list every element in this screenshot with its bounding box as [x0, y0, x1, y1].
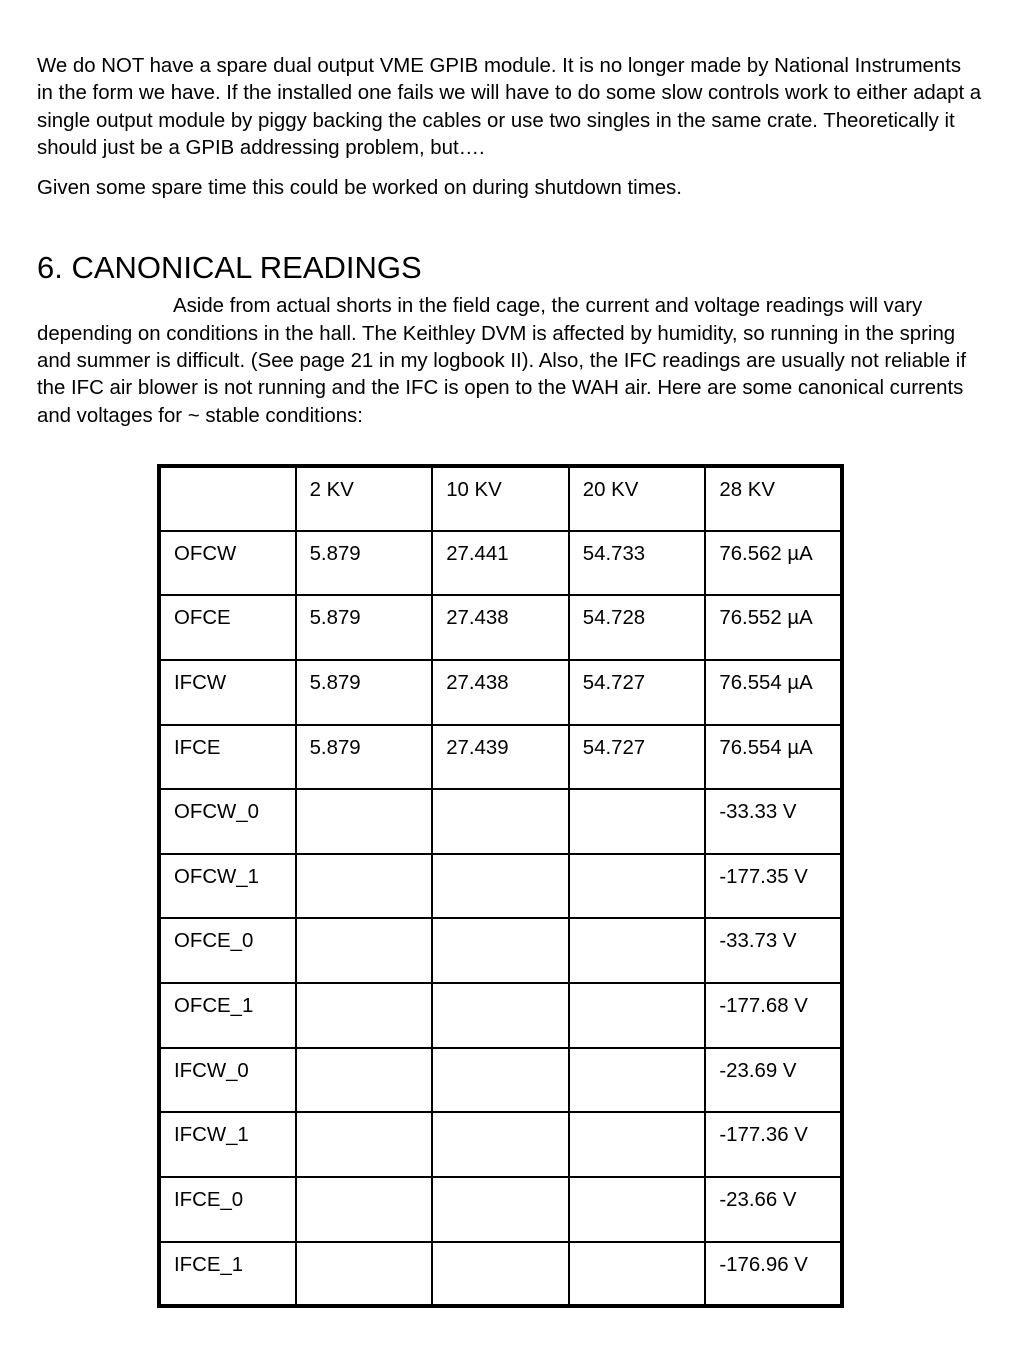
table-cell	[569, 854, 706, 919]
table-cell: -177.36 V	[705, 1112, 842, 1177]
table-row	[159, 983, 842, 1048]
row-label-cell: OFCE	[159, 595, 296, 660]
table-cell	[569, 1177, 706, 1242]
section-heading: 6. CANONICAL READINGS	[37, 250, 422, 286]
spare-time-paragraph: Given some spare time this could be worked on during shutdown times.	[37, 177, 682, 200]
table-cell	[432, 854, 569, 919]
table-cell: -33.73 V	[705, 918, 842, 983]
table-cell	[569, 1112, 706, 1177]
row-label-cell: OFCE_0	[159, 918, 296, 983]
table-row	[159, 789, 842, 854]
column-header-cell: 28 KV	[705, 466, 842, 531]
table-cell: 76.552 µA	[705, 595, 842, 660]
document-page	[37, 53, 982, 430]
table-cell	[432, 1112, 569, 1177]
section-body-paragraph: Aside from actual shorts in the field cage, the current and voltage readings will vary depending on conditions in the hall. The Keithley DVM is affected by humidity, so running in the spring and summer is difficult. (See page 21 in my logbook II). Also, the IFC readings are usually not reliable if the IFC air blower is not running and the IFC is open to the WAH air. Here are some canonical currents and voltages for ~ stable conditions:	[37, 295, 966, 427]
table-cell	[432, 983, 569, 1048]
table-row	[159, 918, 842, 983]
table-cell: -176.96 V	[705, 1242, 842, 1307]
table-cell: -23.66 V	[705, 1177, 842, 1242]
table-cell: 5.879	[296, 595, 433, 660]
row-label-cell: OFCE_1	[159, 983, 296, 1048]
table-cell: -177.68 V	[705, 983, 842, 1048]
table-cell	[569, 789, 706, 854]
table-cell: 54.728	[569, 595, 706, 660]
row-label-cell: IFCE_0	[159, 1177, 296, 1242]
readings-table-container	[157, 464, 844, 1308]
row-label-cell: IFCW_0	[159, 1048, 296, 1113]
row-label-cell: IFCE_1	[159, 1242, 296, 1307]
table-cell	[296, 854, 433, 919]
table-row	[159, 1177, 842, 1242]
table-cell: 27.438	[432, 595, 569, 660]
table-cell	[432, 789, 569, 854]
row-label-cell: IFCW_1	[159, 1112, 296, 1177]
table-cell: 5.879	[296, 531, 433, 596]
table-cell	[432, 1177, 569, 1242]
table-row	[159, 531, 842, 596]
table-cell: 5.879	[296, 725, 433, 790]
row-label-cell: OFCW_0	[159, 789, 296, 854]
table-cell	[432, 1048, 569, 1113]
table-cell	[296, 983, 433, 1048]
column-header-cell: 10 KV	[432, 466, 569, 531]
table-cell	[569, 918, 706, 983]
table-row	[159, 1048, 842, 1113]
table-cell: -23.69 V	[705, 1048, 842, 1113]
table-cell	[296, 1048, 433, 1113]
row-label-cell: OFCW_1	[159, 854, 296, 919]
table-cell: 76.562 µA	[705, 531, 842, 596]
table-cell	[296, 789, 433, 854]
table-cell	[296, 918, 433, 983]
table-cell	[296, 1112, 433, 1177]
table-row	[159, 725, 842, 790]
table-row	[159, 854, 842, 919]
table-row	[159, 660, 842, 725]
table-cell: -33.33 V	[705, 789, 842, 854]
table-cell: 27.439	[432, 725, 569, 790]
table-cell: 54.727	[569, 725, 706, 790]
row-label-cell: OFCW	[159, 531, 296, 596]
table-cell	[432, 1242, 569, 1307]
table-cell	[569, 1048, 706, 1113]
header-corner-cell	[159, 466, 296, 531]
column-header-cell: 20 KV	[569, 466, 706, 531]
table-cell	[569, 983, 706, 1048]
canonical-readings-table	[157, 464, 844, 1308]
table-cell: 54.727	[569, 660, 706, 725]
table-cell: 76.554 µA	[705, 725, 842, 790]
row-label-cell: IFCW	[159, 660, 296, 725]
table-cell: -177.35 V	[705, 854, 842, 919]
table-cell	[432, 918, 569, 983]
column-header-cell: 2 KV	[296, 466, 433, 531]
table-header-row	[159, 466, 842, 531]
table-row	[159, 1242, 842, 1307]
table-cell	[296, 1177, 433, 1242]
table-cell: 76.554 µA	[705, 660, 842, 725]
table-cell: 5.879	[296, 660, 433, 725]
table-cell: 27.438	[432, 660, 569, 725]
table-row	[159, 1112, 842, 1177]
table-cell	[569, 1242, 706, 1307]
table-row	[159, 595, 842, 660]
intro-paragraph: We do NOT have a spare dual output VME GPIB module. It is no longer made by National Instruments in the form we have. If the installed one fails we will have to do some slow controls work to either adapt a single output module by piggy backing the cables or use two singles in the same crate. Theoretically it should just be a GPIB addressing problem, but….	[37, 55, 982, 159]
table-cell: 54.733	[569, 531, 706, 596]
row-label-cell: IFCE	[159, 725, 296, 790]
table-cell: 27.441	[432, 531, 569, 596]
table-cell	[296, 1242, 433, 1307]
